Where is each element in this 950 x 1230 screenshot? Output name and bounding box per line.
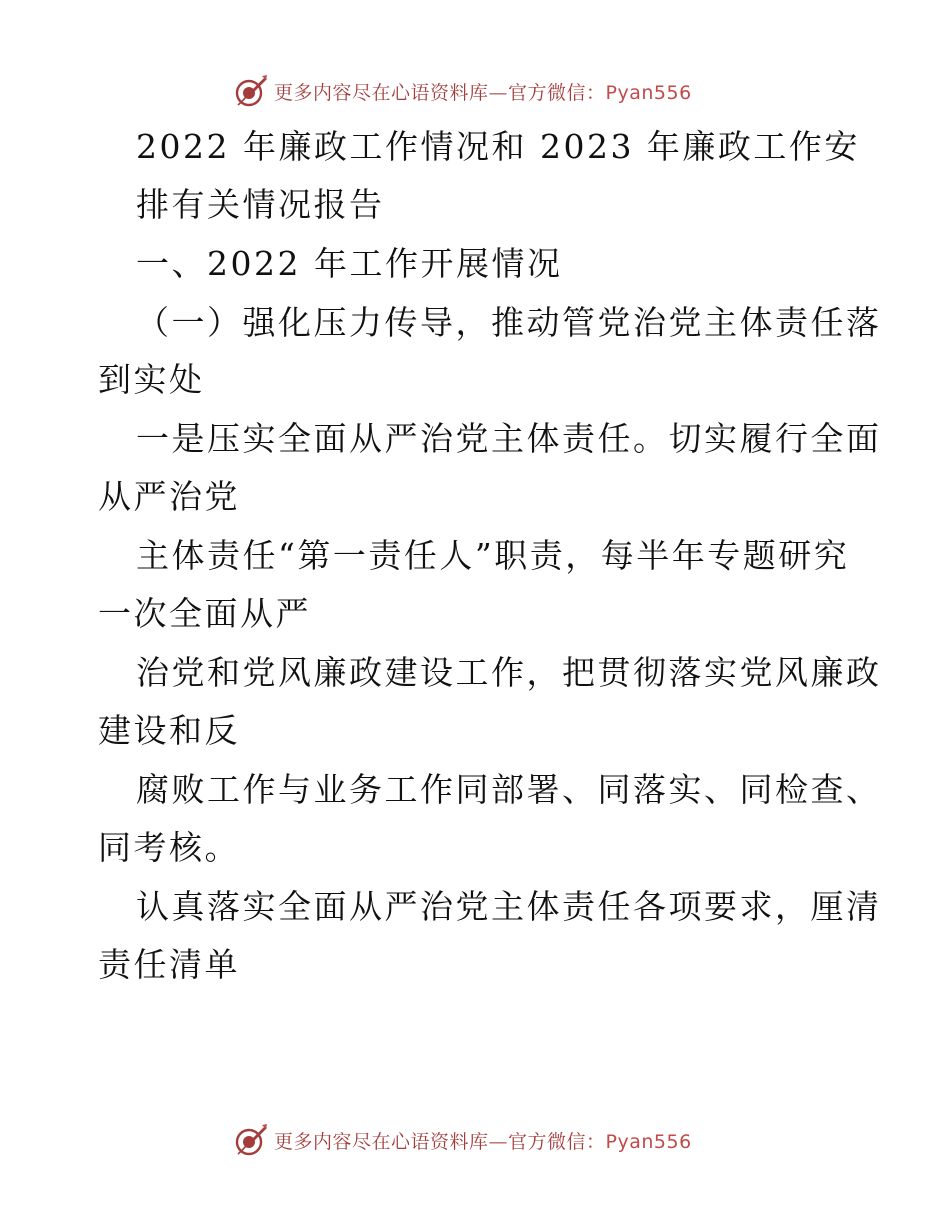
paragraph-5-line-2: 责任清单 — [98, 945, 240, 984]
quill-pen-logo-icon — [234, 1123, 268, 1157]
subsection-1-heading-line-1: （一）强化压力传导，推动管党治党主体责任落 — [136, 303, 882, 342]
paragraph-3-line-2: 建设和反 — [98, 711, 240, 750]
document-title-line-1: 2022 年廉政工作情况和 2023 年廉政工作安 — [136, 127, 860, 166]
paragraph-3-line-1: 治党和党风廉政建设工作，把贯彻落实党风廉政 — [136, 653, 882, 692]
subsection-1-heading-line-2: 到实处 — [98, 360, 205, 399]
quill-pen-logo-icon — [234, 74, 268, 108]
watermark-header — [234, 71, 692, 111]
paragraph-1-line-2: 从严治党 — [98, 477, 240, 516]
paragraph-2-line-2: 一次全面从严 — [98, 594, 311, 633]
watermark-official-label: 官方微信： — [508, 1130, 606, 1153]
watermark-text — [274, 1127, 692, 1154]
watermark-footer — [234, 1120, 692, 1160]
watermark-wechat-id: Pyan556 — [605, 81, 692, 104]
watermark-main-text: 更多内容尽在心语资料库 — [274, 1130, 489, 1153]
watermark-official-label: 官方微信： — [508, 81, 606, 104]
paragraph-4-line-2: 同考核。 — [98, 828, 240, 867]
watermark-text — [274, 78, 692, 105]
watermark-dash: — — [488, 1130, 509, 1153]
watermark-dash: — — [488, 81, 509, 104]
paragraph-2-line-1: 主体责任“第一责任人”职责，每半年专题研究 — [136, 536, 850, 575]
watermark-main-text: 更多内容尽在心语资料库 — [274, 81, 489, 104]
paragraph-4-line-1: 腐败工作与业务工作同部署、同落实、同检查、 — [136, 770, 882, 809]
paragraph-1-line-1: 一是压实全面从严治党主体责任。切实履行全面 — [136, 419, 882, 458]
watermark-wechat-id: Pyan556 — [605, 1130, 692, 1153]
paragraph-5-line-1: 认真落实全面从严治党主体责任各项要求，厘清 — [136, 887, 882, 926]
section-1-heading: 一、2022 年工作开展情况 — [136, 244, 563, 283]
document-title-line-2: 排有关情况报告 — [136, 185, 385, 224]
